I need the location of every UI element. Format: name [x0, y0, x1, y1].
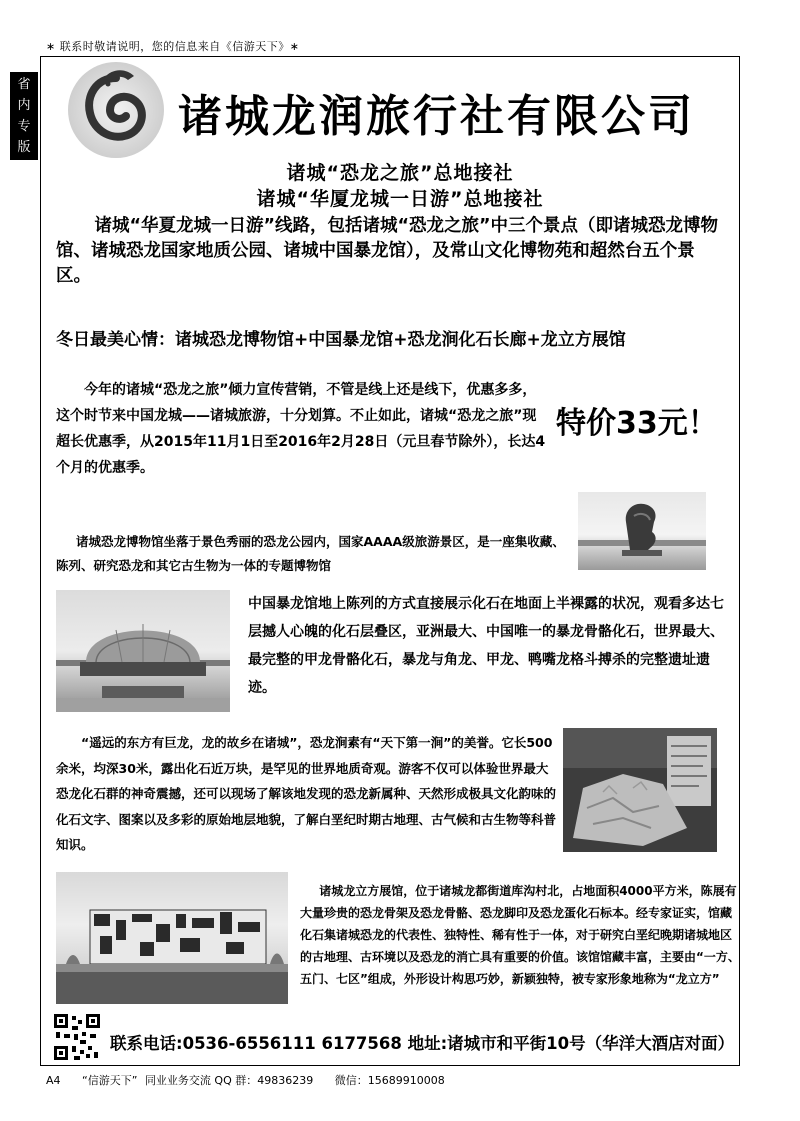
footer-page: A4: [46, 1074, 61, 1087]
qr-code-icon: [52, 1012, 102, 1062]
museum-sculpture-photo: [578, 492, 706, 570]
tyrannosaur-paragraph: 中国暴龙馆地上陈列的方式直接展示化石在地面上半裸露的状况，观看多达七层撼人心魄的化石层叠区，亚洲最大、中国唯一的暴龙骨骼化石，世界最大、最完整的甲龙骨骼化石，暴龙与角龙、甲龙、鸭嘴龙格斗搏杀的完整遗址遗迹。: [248, 596, 724, 696]
winter-heading: 冬日最美心情：诸城恐龙博物馆+中国暴龙馆+恐龙涧化石长廊+龙立方展馆: [56, 330, 626, 350]
top-note: ∗ 联系时敬请说明，您的信息来自《信游天下》∗: [46, 40, 300, 53]
footer-wechat: 微信：15689910008: [334, 1074, 445, 1087]
contact-info: 联系电话:0536-6556111 6177568 地址:诸城市和平街10号（华洋大酒店对面）: [110, 1034, 735, 1053]
subtitle-dragon-city-tour: 诸城“华厦龙城一日游”总地接社: [256, 188, 544, 210]
company-name: 诸城龙润旅行社有限公司: [178, 91, 695, 142]
special-price: 特价33元！: [556, 406, 718, 441]
side-tab-char: 省: [17, 77, 31, 92]
museum-paragraph: 诸城恐龙博物馆坐落于景色秀丽的恐龙公园内，国家AAAA级旅游景区，是一座集收藏、陈列、研究恐龙和其它古生物为一体的专题博物馆: [56, 534, 565, 573]
side-tab: [10, 72, 38, 160]
company-logo: [64, 58, 168, 162]
intro-paragraph: 诸城“华夏龙城一日游”线路，包括诸城“恐龙之旅”中三个景点（即诸城恐龙博物馆、诸城恐龙国家地质公园、诸城中国暴龙馆），及常山文化博物苑和超然台五个景区。: [56, 216, 719, 286]
fossil-gully-photo: [563, 728, 717, 852]
promo-paragraph: 今年的诸城“恐龙之旅”倾力宣传营销，不管是线上还是线下，优惠多多，这个时节来中国龙城——诸城旅游，十分划算。不止如此，诸城“恐龙之旅”现超长优惠季，从2015年11月1日至2016年2月28日（元旦春节除外），长达4个月的优惠季。: [56, 382, 546, 476]
footer-publication: “信游天下”: [82, 1074, 138, 1087]
side-tab-char: 版: [17, 140, 31, 155]
dragon-logo-icon: [64, 58, 168, 162]
footer: [46, 1072, 463, 1088]
side-tab-char: 内: [17, 98, 31, 113]
gully-paragraph: “遥远的东方有巨龙，龙的故乡在诸城”，恐龙涧素有“天下第一涧”的美誉。它长500余米，均深30米，露出化石近万块，是罕见的世界地质奇观。游客不仅可以体验世界最大恐龙化石群的神奇震撼，还可以现场了解该地发现的恐龙新属种、天然形成极具文化韵味的化石文字、图案以及多彩的原始地层地貌，了解白垩纪时期古地理、古气候和古生物等科普知识。: [56, 735, 557, 852]
subtitle-dinosaur-tour: 诸城“恐龙之旅”总地接社: [286, 162, 514, 184]
side-tab-char: 专: [17, 119, 31, 134]
tyrannosaur-hall-photo: [56, 590, 230, 712]
footer-qq-group: 同业业务交流 QQ 群：49836239: [144, 1074, 314, 1087]
qr-code: [52, 1012, 102, 1062]
dragon-cube-paragraph: 诸城龙立方展馆，位于诸城龙都街道库沟村北，占地面积4000平方米，陈展有大量珍贵的恐龙骨架及恐龙骨骼、恐龙脚印及恐龙蛋化石标本。经专家证实，馆藏化石集诸城恐龙的代表性、独特性、稀有性于一体，对于研究白垩纪晚期诸城地区的古地理、古环境以及恐龙的消亡具有重要的价值。该馆馆藏丰富，主要由“一方、五门、七区”组成，外形设计构思巧妙，新颖独特，被专家形象地称为“龙立方”: [300, 884, 740, 986]
dragon-cube-photo: [56, 872, 288, 1004]
